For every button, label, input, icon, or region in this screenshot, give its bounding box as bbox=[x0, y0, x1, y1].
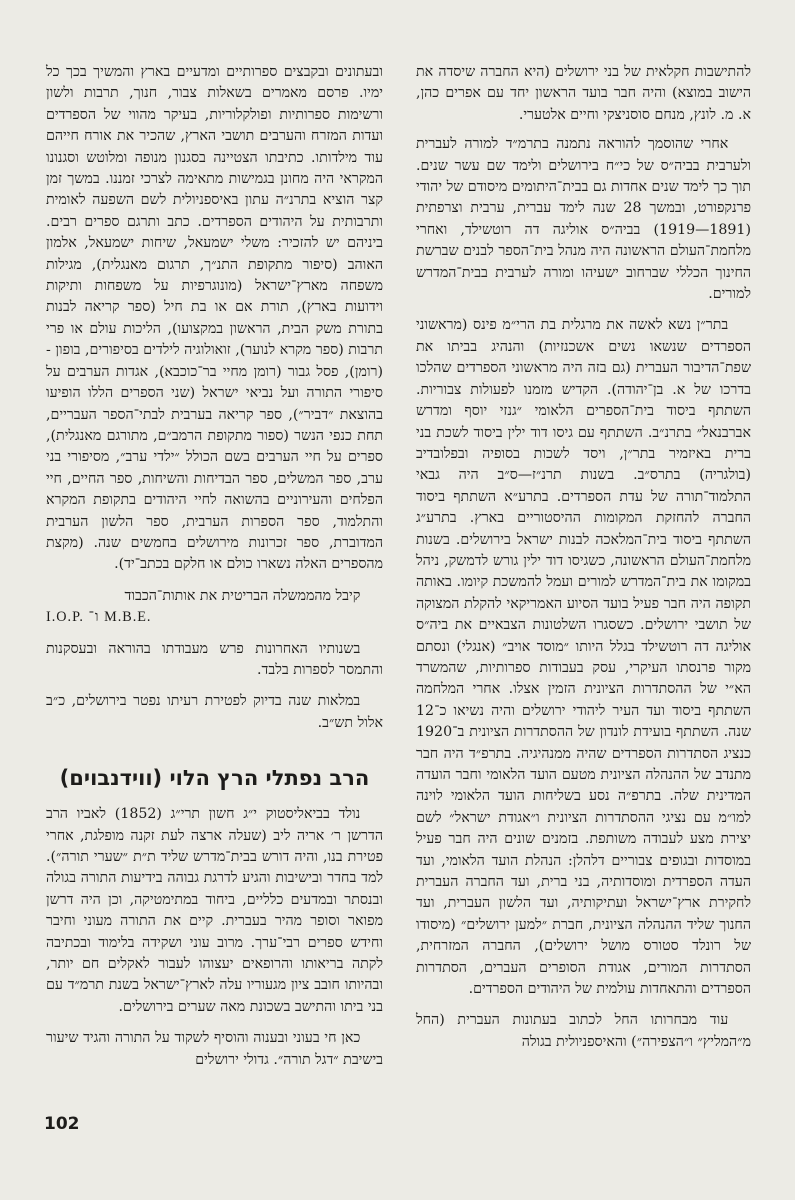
paragraph: במלאות שנה בדיוק לפטירת רעיתו נפטר בירושלים, כ״ב אלול תש״ב. bbox=[46, 693, 383, 731]
section-heading: הרב נפתלי הרץ הלוי (ווידנבוים) bbox=[59, 766, 370, 791]
honours-line bbox=[46, 607, 383, 628]
paragraph: בשנותיו האחרונות פרש מעבודתו בהוראה ובעסקנות והתמסר לספרות בלבד. bbox=[46, 640, 383, 678]
paragraph: אחרי שהוסמך להוראה נתמנה בתרמ״ד למורה לעברית ולערבית בביה״ס של כי״ח בירושלים ולימד שם עשר שנים. תוך כך לימד שנים אחדות גם בבית־היתומים מיסודם של יהודי פרנקפורט, ובמשך 28 שנה לימד עברית, ערבית וצרפתית (1891—1919) בביה״ס אוליגה דה רוטשילד, ואחרי מלחמת־העולם הראשונה היה מנהל בית־הספר לבנים שברשת החינוך הכללי שברחוב ישעיהו ומורה לערבית בבית־המדרש למורים. bbox=[416, 136, 751, 303]
paragraph: בתר״ן נשא לאשה את מרגלית בת הרי״מ פינס (מראשוני הספרדים שנשאו נשים אשכנזיות) והנהיג בביתו את שפת־הדיבור העברית (גם בזה היה מראשוני הספרדים שהלכו בדרכו של א. בן־יהודה). הקדיש מזמנו לפעולות צבוריות. השתתף ביסוד בית־הספרים הלאומי ״גנזי יוסף ומדרש אברבנאל״ בתרנ״ב. השתתף עם גיסו דוד ילין ביסוד לשכת בני ברית באיזמיר בתר״ן, ויסד לשכות בסופיה ובפלובדיב (בולגריה) בתרס״ב. בשנות תרנ״ז—ס״ב היה גבאי התלמוד־תורה של עדת הספרדים. בתרע״א השתתף ביסוד החברה להחזקת המקומות ההיסטוריים בארץ. בתרע״ג השתתף ביסוד בית־המלאכה לבנות ישראל בירושלים. בשנות מלחמת־העולם הראשונה, כשגיסו דוד ילין גורש לדמשק, ניהל במקומו את בית־המדרש למורים ועמל להמשכת קיומו. באותה תקופה היה חבר פעיל בועד הסיוע האמריקאי להקלת המצוקה של תושבי ירושלים. כשסגרו השלטונות הצבאיים את ביה״ס אוליגה דה רוטשילד בגלל היותו ״מוסד אויב״ (אנגלי) ונסתם מקור פרנסתו העיקרי, עסק בעבודות ספרותיות, שהמשרד הא״י של ההסתדרות הציונית הזמין אצלו. אחרי המלחמה השתתף ביסוד ועד העיר ליהודי ירושלים והיה נשיאו כ־12 שנה. השתתף בועידת לונדון של ההסתדרות הציונית ב־1920 כנציג הסתדרות הספרדים שהיה ממנהיגיה. בתרפ״ד היה חבר מתנדב של ההנהלה הציונית מטעם הועד הלאומי וחבר הועדה המדינית שלה. בתרפ״ה נסע בשליחות הועד הלאומי לוינה למו״מ עם נציגי ההסתדרות הציונית ו״אגודת ישראל״ לשם יצירת מצע לעבודה משותפת. בזמנים שונים היה חבר פעיל במוסדות ובגופים צבוריים דלהלן: הנהלת הועד הלאומי, ועד העדה הספרדית ומוסדותיה, בני ברית, ועד החברה העברית לחקירת ארץ־ישראל ועתיקותיה, ועד הלשון העברית, ועד החנוך שליד ההנהלה הציונית, חברת ״למען ירושלים״ (מיסודו של רונלד סטורס מושל ירושלים), החברה המזרחית, הסתדרות המורים, אגודת הסופרים העברים, הסתדרות הספרדים והתאחדות עולמית של היהודים הספרדים. bbox=[416, 317, 751, 998]
paragraph: קיבל מהממשלה הבריטית את אותות־הכבוד bbox=[124, 587, 361, 604]
paragraph: נולד בביאליסטוק י״ג חשון תרי״ג (1852) לאביו הרב הדרשן ר׳ אריה ליב (שעלה ארצה לעת זקנה מופלגת, אחרי פטירת בנו, והיה דורש בבית־מדרש שליד ת״ת ״שערי תורה״). למד בחדר ובישיבות והגיע לדרגת גבוהה בידיעות התורה בגולה ובנסתר ובמדעים כלליים, ביחוד במתימטיקה, וכן היה דרשן מפואר וסופר מהיר בעברית. קיים את התורה מעוני וחיבר וחידש ספרים רבי־ערך. מרוב עוני ושקידה בלימוד ובכתיבה לקתה בריאותו והרופאים יעצוהו לעבור לאקלים חם יותר, ובהיותו חובב ציון מגעוריו עלה לארץ־ישראל בשנת תרמ״ד עם בני ביתו והתישב בשכונת מאה שערים בירושלים. bbox=[46, 806, 383, 1015]
right-column bbox=[416, 62, 751, 1063]
honours-text: I.O.P. ו־ M.B.E. bbox=[46, 609, 152, 626]
paragraph: כאן חי בעוני ובענוה והוסיף לשקוד על התורה והגיד שיעור בישיבת ״דגל תורה״. גדולי ירושלים bbox=[46, 1030, 383, 1068]
page-number: 102 bbox=[44, 1114, 80, 1134]
paragraph: עוד מבחרותו החל לכתוב בעתונות העברית (החל מ״המליץ״ ו״הצפירה״) והאיספניולית בגולה bbox=[416, 1012, 751, 1050]
paragraph: להתישבות חקלאית של בני ירושלים (היא החברה שיסדה את הישוב במוצא) והיה חבר בועד הראשון יחד עם אפרים כהן, א. מ. לונץ, מנחם סוסניצקי וחיים אלטערי. bbox=[416, 64, 751, 123]
left-column bbox=[46, 62, 383, 1081]
paragraph: ובעתונים ובקבצים ספרותיים ומדעיים בארץ והמשיך בכך כל ימיו. פרסם מאמרים בשאלות צבור, חנוך, תרבות ולשון ורשימות ספרותיות ופולקלוריות, בעיקר מהווי של הספרדים ועדות המזרח והערבים תושבי הארץ, שהכיר את אורח חייהם עוד מילדותו. כתיבתו הצטיינה בסגנון מנופה ומלוטש וסגנונו המקראי היה מחונן בגמישות מתאימה לצרכי זמננו. במשך זמן קצר הוציא בתרנ״ה עתון באיספניולית לשם השפעה לאומית ותרבותית על היהודים הספרדים. כתב ותרגם ספרים רבים. ביניהם יש להזכיר: משלי ישמעאל, שיחות ישמעאל, אלמון האוהב (סיפור מתקופת התנ״ך, תרגום מאנגלית), מגילות משפחה מארץ־ישראל (מונוגרפיות על משפחות ותיקות וידועות בארץ), תורת אם או בת חיל (ספר קריאה לבנות בתורת משק הבית, הראשון במקצועו), הליכות עולם או פרי תרבות (ספר מקרא לנוער), זואולוגיה לילדים בסיפורים, בופון - (רומן), פסל גבור (רומן מחיי בר־כוכבא), אגדות הערבים על סיפורי התורה ועל נביאי ישראל (שני הספרים הללו הופיעו בהוצאת ״דביר״), ספר קריאה בערבית לבתי־הספר העבריים, תחת כנפי הנשר (ספור מתקופת הרמב״ם, מתורגם מאנגלית), ספרים על חיי הערבים בשם הכולל ״ילדי ערב״, מסיפורי בני ערב, ספר המשלים, ספר הבדיחות והשיחות, ספר החיים, חיי הפלחים והעירוניים בהשואה לחיי היהודים בתקופת המקרא והתלמוד, ספר הספרות הערבית, ספר הלשון הערבית המדוברת, ספר זכרונות מירושלים בחמשים שנה. (מקצת מהספרים האלה נשארו כולם או חלקם בכתב־יד). bbox=[46, 64, 383, 573]
